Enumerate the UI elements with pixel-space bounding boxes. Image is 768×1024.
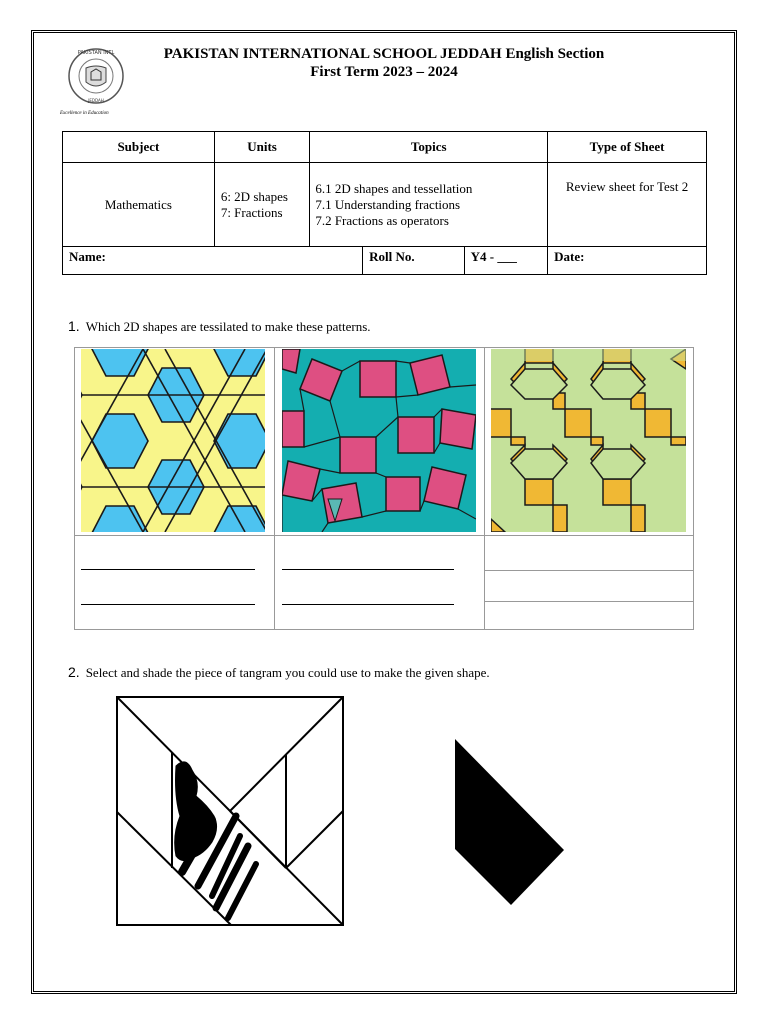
tangram-square[interactable] bbox=[116, 696, 344, 926]
date-field[interactable]: Date: bbox=[548, 247, 707, 275]
term-title: First Term 2023 – 2024 bbox=[310, 64, 458, 80]
unit-2: 7: Fractions bbox=[220, 204, 283, 220]
answer-line-2a[interactable] bbox=[282, 569, 454, 570]
header-type: Type of Sheet bbox=[548, 132, 707, 163]
question-1 bbox=[68, 318, 371, 335]
pattern-hexagon-triangle bbox=[81, 349, 265, 532]
units-cell bbox=[214, 163, 310, 247]
unit-1: 6: 2D shapes bbox=[220, 188, 288, 204]
answer-line-2b[interactable] bbox=[282, 604, 454, 605]
given-shape bbox=[454, 738, 566, 906]
class-field[interactable]: Y4 - ___ bbox=[464, 247, 547, 275]
question-2 bbox=[68, 664, 490, 681]
header-subject: Subject bbox=[63, 132, 215, 163]
question-1-text: Which 2D shapes are tessilated to make these patterns. bbox=[85, 319, 371, 334]
pattern-hexagon-square bbox=[491, 349, 686, 532]
name-field[interactable]: Name: bbox=[63, 247, 310, 275]
topic-1: 6.1 2D shapes and tessellation bbox=[315, 180, 473, 196]
question-1-number: 1. bbox=[68, 318, 80, 334]
question-2-number: 2. bbox=[68, 664, 80, 680]
question-2-text: Select and shade the piece of tangram you could use to make the given shape. bbox=[85, 665, 490, 680]
svg-text:JEDDAH: JEDDAH bbox=[88, 98, 104, 103]
topics-cell bbox=[310, 163, 548, 247]
school-title: PAKISTAN INTERNATIONAL SCHOOL JEDDAH English Section bbox=[163, 46, 605, 62]
pattern-square-triangle bbox=[282, 349, 476, 532]
header-topics: Topics bbox=[310, 132, 548, 163]
sheet-type-cell: Review sheet for Test 2 bbox=[548, 163, 707, 247]
subject-cell: Mathematics bbox=[63, 163, 215, 247]
header-units: Units bbox=[214, 132, 310, 163]
svg-text:PAKISTAN INTL: PAKISTAN INTL bbox=[77, 50, 115, 56]
info-table bbox=[62, 131, 707, 275]
roll-field[interactable]: Roll No. bbox=[363, 247, 465, 275]
logo-motto: Excellence in Education bbox=[60, 111, 109, 116]
answer-line-1b[interactable] bbox=[81, 604, 255, 605]
topic-2: 7.1 Understanding fractions bbox=[315, 196, 461, 212]
topic-3: 7.2 Fractions as operators bbox=[315, 212, 449, 228]
answer-line-1a[interactable] bbox=[81, 569, 255, 570]
